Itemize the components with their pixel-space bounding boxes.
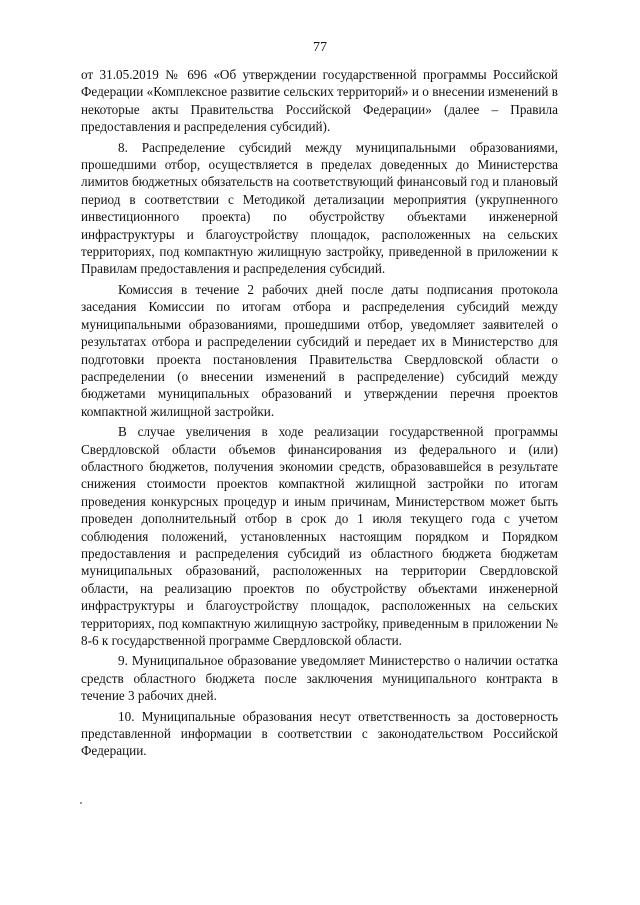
paragraph-commission: Комиссия в течение 2 рабочих дней после даты подписания протокола заседания Комиссии по итогам отбора и распределения субсидий между муниципальными образованиями, прошедшими отбор, уведомляет заявителей о результатах отбора и распределении субсидий и передает их в Министерство для подготовки проекта постановления Правительства Свердловской области о распределении (о внесении изменений в распределение) субсидий между бюджетами муниципальных образований и утверждении перечня проектов компактной жилищной застройки. xyxy=(81,281,558,419)
paragraph-item-10: 10. Муниципальные образования несут ответственность за достоверность представленной информации в соответствии с законодательством Российской Федерации. xyxy=(81,708,558,759)
paragraph-additional-selection: В случае увеличения в ходе реализации государственной программы Свердловской области объемов финансирования из федерального и (или) областного бюджетов, получения экономии средств, образовавшейся в результате снижения стоимости проектов компактной жилищной застройки по итогам проведения конкурсных процедур и иным причинам, Министерством может быть проведен дополнительный отбор в срок до 1 июля текущего года с учетом соблюдения положений, установленных настоящим порядком и Порядком предоставления и распределения субсидий из областного бюджета бюджетам муниципальных образований, расположенных на территории Свердловской области, на реализацию проектов по обустройству объектами инженерной инфраструктуры и благоустройству площадок, расположенных на сельских территориях, под компактную жилищную застройку, приведенным в приложении № 8-6 к государственной программе Свердловской области. xyxy=(81,424,558,648)
paragraph-item-9: 9. Муниципальное образование уведомляет Министерство о наличии остатка средств областного бюджета после заключения муниципального контракта в течение 3 рабочих дней. xyxy=(81,653,558,704)
scan-speck xyxy=(80,802,82,804)
paragraph-item-8: 8. Распределение субсидий между муниципальными образованиями, прошедшими отбор, осуществляется в пределах доведенных до Министерства лимитов бюджетных обязательств на соответствующий финансовый год и плановый период в соответствии с Методикой детализации мероприятия (укрупненного инвестиционного проекта) по обустройству объектами инженерной инфраструктуры и благоустройству площадок, расположенных на сельских территориях, под компактную жилищную застройку, приведенной в приложении к Правилам предоставления и распределения субсидий. xyxy=(81,139,558,277)
paragraph-continuation: от 31.05.2019 № 696 «Об утверждении государственной программы Российской Федерации «Комплексное развитие сельских территорий» и о внесении изменений в некоторые акты Правительства Российской Федерации» (далее – Правила предоставления и распределения субсидий). xyxy=(81,67,558,135)
document-body xyxy=(81,66,558,763)
page-number: 77 xyxy=(313,40,327,55)
